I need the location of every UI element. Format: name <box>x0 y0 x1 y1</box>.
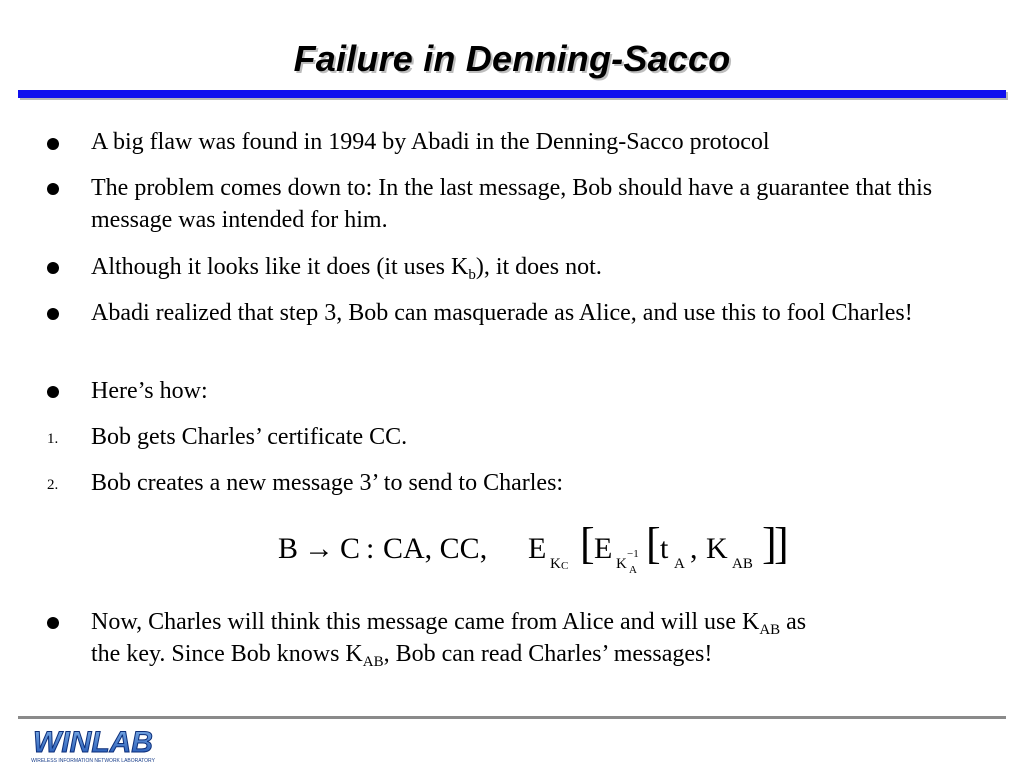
bullet-item: The problem comes down to: In the last message, Bob should have a guarantee that this message was intended for him. <box>91 175 933 233</box>
step-item: Bob creates a new message 3’ to send to Charles: <box>91 470 564 496</box>
arrow-icon: → <box>304 532 334 565</box>
bullet-dot <box>47 386 59 398</box>
bullet-dot <box>47 138 59 150</box>
bullet-item-final <box>91 606 971 670</box>
logo-subtext: WIRELESS INFORMATION NETWORK LABORATORY <box>31 758 155 764</box>
close-bracket: ] <box>762 519 777 568</box>
formula-inner-key: K <box>616 556 627 572</box>
bullet-dot <box>47 183 59 195</box>
bullet-item: Here’s how: <box>91 378 208 404</box>
formula-t-sub: A <box>674 556 685 572</box>
formula-inner-key-exp: −1 <box>627 548 639 560</box>
step-number: 2. <box>47 477 59 493</box>
footer-divider <box>18 716 1006 719</box>
formula-t: t <box>660 532 669 565</box>
formula-k: K <box>706 532 728 565</box>
final-line-1: Now, Charles will think this message came from Alice and will use $K_{AB}$ as <box>91 609 807 638</box>
bullet-dot <box>47 262 59 274</box>
open-bracket: [ <box>580 519 595 568</box>
formula-comma: , <box>690 532 698 565</box>
final-line-2: the key. Since Bob knows $K_{AB}$, Bob can read Charles’ messages! <box>91 641 713 670</box>
step-item: Bob gets Charles’ certificate CC. <box>91 424 408 450</box>
logo-wordmark: WINLAB <box>33 726 153 759</box>
formula-to: C <box>340 532 361 565</box>
bullet-item: A big flaw was found in 1994 by Abadi in the Denning-Sacco protocol <box>91 129 770 155</box>
formula-outer-key: K <box>550 556 561 572</box>
protocol-formula <box>278 519 798 580</box>
close-bracket: ] <box>774 519 789 568</box>
formula-payload: CA, CC, <box>383 532 488 565</box>
bullet-dot <box>47 308 59 320</box>
bullet-item: Although it looks like it does (it uses $K_b$), it does not. <box>91 254 602 283</box>
formula-outer-e: E <box>528 532 547 565</box>
formula-k-sub: AB <box>732 556 753 572</box>
step-number: 1. <box>47 431 59 447</box>
open-bracket: [ <box>646 519 661 568</box>
formula-from: B <box>278 532 299 565</box>
formula-inner-e: E <box>594 532 613 565</box>
formula-outer-key-sub: C <box>561 560 569 572</box>
winlab-logo <box>18 726 168 764</box>
slide-title: Failure in Denning-Sacco <box>293 38 731 79</box>
bullet-item: Abadi realized that step 3, Bob can masquerade as Alice, and use this to fool Charles! <box>91 300 913 326</box>
formula-colon: : <box>366 532 375 565</box>
title-underline <box>18 90 1006 98</box>
formula-inner-key-sub: A <box>629 564 637 576</box>
bullet-dot <box>47 617 59 629</box>
